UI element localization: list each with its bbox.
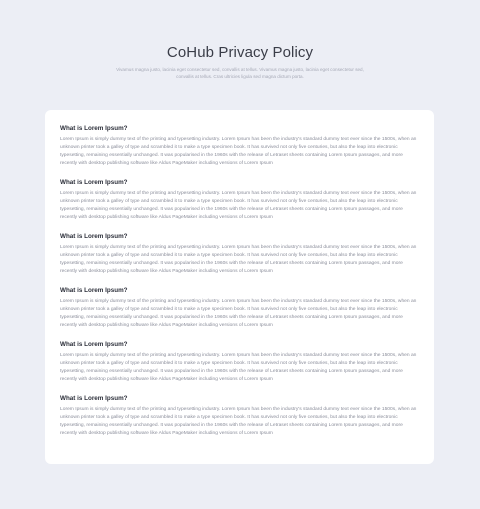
policy-section	[60, 286, 419, 340]
section-body: Lorem Ipsum is simply dummy text of the printing and typesetting industry. Lorem Ipsum has been the industry's standard dummy text ever since the 1500s, when an unknown printer took a galley of type and scrambled it to make a type specimen book. It has survived not only five centuries, but also the leap into electronic typesetting, remaining essentially unchanged. It was popularised in the 1960s with the release of Letraset sheets containing Lorem Ipsum passages, and more recently with desktop publishing software like Aldus PageMaker including versions of Lorem Ipsum	[60, 353, 417, 383]
page-header	[0, 44, 480, 81]
policy-section	[60, 124, 419, 178]
section-body: Lorem Ipsum is simply dummy text of the printing and typesetting industry. Lorem Ipsum has been the industry's standard dummy text ever since the 1500s, when an unknown printer took a galley of type and scrambled it to make a type specimen book. It has survived not only five centuries, but also the leap into electronic typesetting, remaining essentially unchanged. It was popularised in the 1960s with the release of Letraset sheets containing Lorem Ipsum passages, and more recently with desktop publishing software like Aldus PageMaker including versions of Lorem Ipsum	[60, 245, 417, 275]
policy-section	[60, 178, 419, 232]
section-heading: What is Lorem Ipsum?	[60, 179, 128, 186]
section-heading: What is Lorem Ipsum?	[60, 287, 128, 294]
policy-section	[60, 340, 419, 394]
page-title: CoHub Privacy Policy	[166, 44, 314, 61]
section-heading: What is Lorem Ipsum?	[60, 395, 128, 402]
policy-section	[60, 232, 419, 286]
section-body: Lorem Ipsum is simply dummy text of the printing and typesetting industry. Lorem Ipsum has been the industry's standard dummy text ever since the 1500s, when an unknown printer took a galley of type and scrambled it to make a type specimen book. It has survived not only five centuries, but also the leap into electronic typesetting, remaining essentially unchanged. It was popularised in the 1960s with the release of Letraset sheets containing Lorem Ipsum passages, and more recently with desktop publishing software like Aldus PageMaker including versions of Lorem Ipsum	[60, 407, 417, 437]
section-heading: What is Lorem Ipsum?	[60, 341, 128, 348]
section-heading: What is Lorem Ipsum?	[60, 125, 128, 132]
section-body: Lorem Ipsum is simply dummy text of the printing and typesetting industry. Lorem Ipsum has been the industry's standard dummy text ever since the 1500s, when an unknown printer took a galley of type and scrambled it to make a type specimen book. It has survived not only five centuries, but also the leap into electronic typesetting, remaining essentially unchanged. It was popularised in the 1960s with the release of Letraset sheets containing Lorem Ipsum passages, and more recently with desktop publishing software like Aldus PageMaker including versions of Lorem Ipsum	[60, 299, 417, 329]
section-body: Lorem Ipsum is simply dummy text of the printing and typesetting industry. Lorem Ipsum has been the industry's standard dummy text ever since the 1500s, when an unknown printer took a galley of type and scrambled it to make a type specimen book. It has survived not only five centuries, but also the leap into electronic typesetting, remaining essentially unchanged. It was popularised in the 1960s with the release of Letraset sheets containing Lorem Ipsum passages, and more recently with desktop publishing software like Aldus PageMaker including versions of Lorem Ipsum	[60, 137, 417, 167]
page-subtitle: Vivamus magna justo, lacinia eget consectetur sed, convallis at tellus. Vivamus magna justo, lacinia eget consectetur sed, convallis at tellus. Cras ultricies ligula sed magna dictum porta.	[116, 67, 364, 80]
policy-section	[60, 394, 419, 448]
policy-card	[45, 110, 434, 464]
section-heading: What is Lorem Ipsum?	[60, 233, 128, 240]
section-body: Lorem Ipsum is simply dummy text of the printing and typesetting industry. Lorem Ipsum has been the industry's standard dummy text ever since the 1500s, when an unknown printer took a galley of type and scrambled it to make a type specimen book. It has survived not only five centuries, but also the leap into electronic typesetting, remaining essentially unchanged. It was popularised in the 1960s with the release of Letraset sheets containing Lorem Ipsum passages, and more recently with desktop publishing software like Aldus PageMaker including versions of Lorem Ipsum	[60, 191, 417, 221]
